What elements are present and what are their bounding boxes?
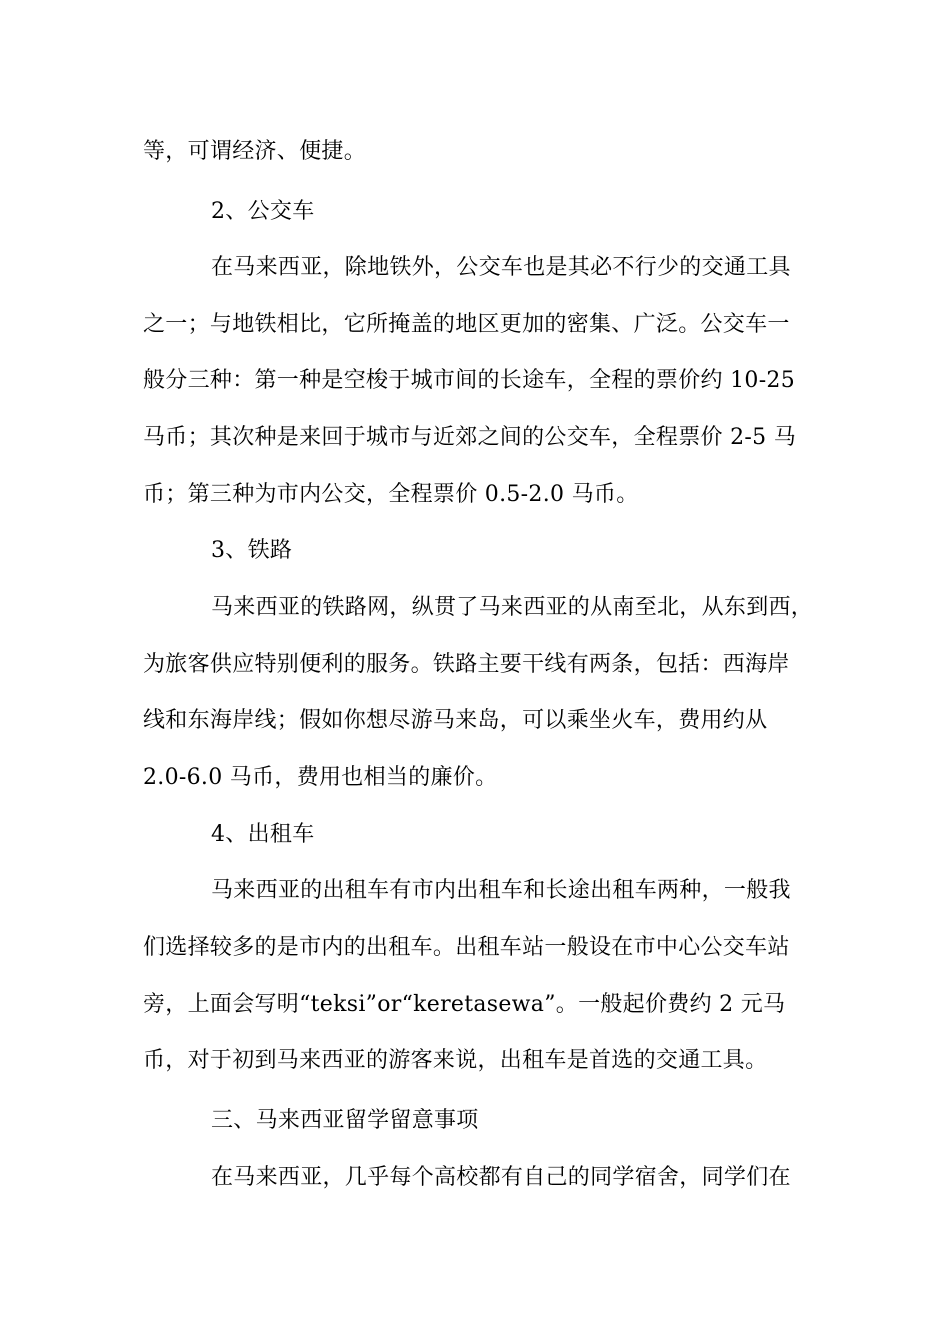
- taxi-paragraph-line-2: 们选择较多的是市内的出租车。出租车站一般设在市中心公交车站: [143, 935, 790, 960]
- railway-paragraph-line-1: 马来西亚的铁路网，纵贯了马来西亚的从南至北，从东到西，: [211, 595, 814, 620]
- taxi-paragraph-line-4: 币，对于初到马来西亚的游客来说，出租车是首选的交通工具。: [143, 1048, 768, 1073]
- bus-paragraph-line-3: 般分三种：第一种是空梭于城市间的长途车，全程的票价约 10-25: [143, 368, 796, 393]
- section-heading-railway: 3、铁路: [211, 538, 293, 563]
- railway-paragraph-line-2: 为旅客供应特别便利的服务。铁路主要干线有两条，包括：西海岸: [143, 652, 790, 677]
- section-heading-taxi: 4、出租车: [211, 822, 315, 847]
- taxi-paragraph-line-1: 马来西亚的出租车有市内出租车和长途出租车两种，一般我: [211, 878, 791, 903]
- bus-paragraph-line-5: 币；第三种为市内公交，全程票价 0.5-2.0 马币。: [143, 482, 639, 507]
- section-heading-study-notes: 三、马来西亚留学留意事项: [211, 1108, 479, 1133]
- bus-paragraph-line-4: 马币；其次种是来回于城市与近郊之间的公交车，全程票价 2-5 马: [143, 425, 797, 450]
- paragraph-continuation-line: 等，可谓经济、便捷。: [143, 139, 367, 164]
- taxi-paragraph-line-3: 旁，上面会写明“teksi”or“keretasewa”。一般起价费约 2 元马: [143, 992, 786, 1017]
- bus-paragraph-line-1: 在马来西亚，除地铁外，公交车也是其必不行少的交通工具: [211, 255, 791, 280]
- section-heading-bus: 2、公交车: [211, 199, 315, 224]
- railway-paragraph-line-3: 线和东海岸线；假如你想尽游马来岛，可以乘坐火车，费用约从: [143, 708, 768, 733]
- bus-paragraph-line-2: 之一；与地铁相比，它所掩盖的地区更加的密集、广泛。公交车一: [143, 312, 790, 337]
- study-notes-paragraph-line-1: 在马来西亚，几乎每个高校都有自己的同学宿舍，同学们在: [211, 1165, 791, 1190]
- railway-paragraph-line-4: 2.0-6.0 马币，费用也相当的廉价。: [143, 765, 498, 790]
